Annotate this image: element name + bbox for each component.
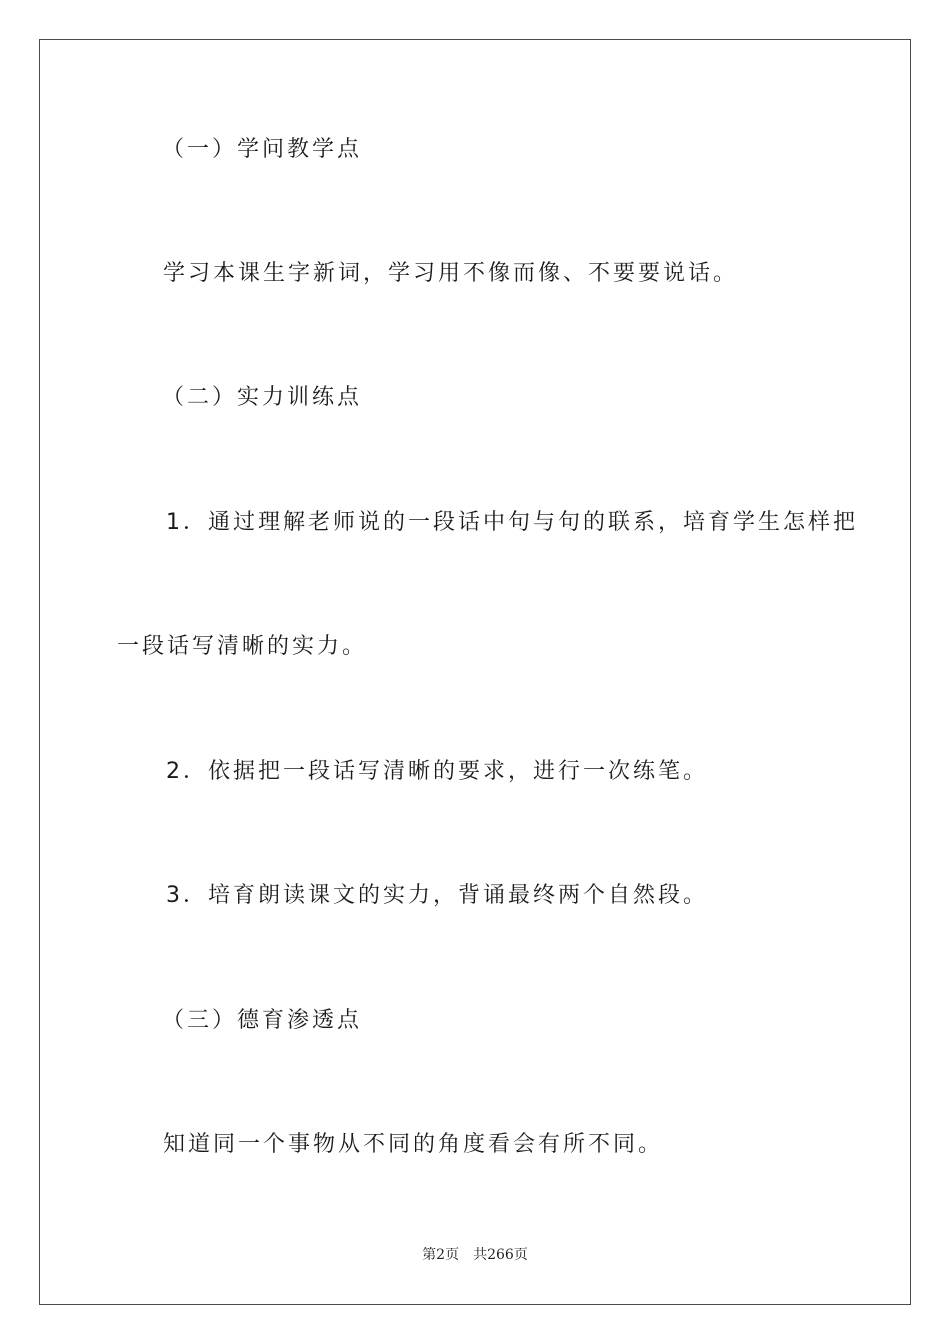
section-heading-knowledge: （一）学问教学点 xyxy=(162,137,363,162)
list-item-3: 3．培育朗读课文的实力，背诵最终两个自然段。 xyxy=(166,883,708,908)
section-heading-moral: （三）德育渗透点 xyxy=(162,1008,363,1033)
list-item-2: 2．依据把一段话写清晰的要求，进行一次练笔。 xyxy=(166,759,708,784)
page-frame xyxy=(39,39,911,1305)
page-number: 第2页 xyxy=(422,1247,460,1263)
page-footer xyxy=(0,1245,950,1265)
list-item-1-line-2: 一段话写清晰的实力。 xyxy=(117,634,368,659)
paragraph-knowledge: 学习本课生字新词，学习用不像而像、不要要说话。 xyxy=(163,261,739,286)
section-heading-ability: （二）实力训练点 xyxy=(162,385,363,410)
list-item-1-line-1: 1．通过理解老师说的一段话中句与句的联系，培育学生怎样把 xyxy=(166,510,858,535)
paragraph-moral: 知道同一个事物从不同的角度看会有所不同。 xyxy=(163,1132,664,1157)
page-total: 共266页 xyxy=(473,1247,528,1263)
